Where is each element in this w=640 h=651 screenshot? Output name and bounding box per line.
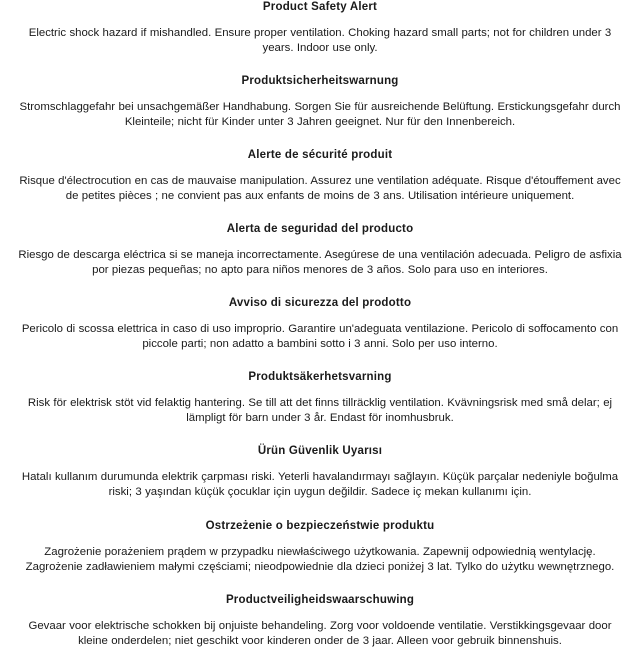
section-title: Ürün Güvenlik Uyarısı — [257, 445, 383, 457]
section-body — [0, 545, 640, 575]
section-body — [0, 26, 640, 56]
section-title: Productveiligheidswaarschuwing — [225, 594, 415, 606]
body-line: Riesgo de descarga eléctrica si se maneja incorrectamente. Asegúrese de una ventilación adecuada. Peligro de asfixia — [18, 249, 622, 261]
body-line: Electric shock hazard if mishandled. Ensure proper ventilation. Choking hazard small parts; not for children under 3 — [28, 27, 612, 39]
section-body — [0, 248, 640, 278]
section-title: Avviso di sicurezza del prodotto — [228, 297, 412, 309]
body-line: Zagrożenie zadławieniem małymi częściami; nieodpowiednie dla dzieci poniżej 3 lat. Tylko do użytku wewnętrznego. — [25, 561, 615, 573]
section-title: Alerta de seguridad del producto — [226, 223, 414, 235]
section-body — [0, 396, 640, 426]
section-body — [0, 174, 640, 204]
body-line: riski; 3 yaşından küçük çocuklar için uygun değildir. Sadece iç mekan kullanımı için. — [108, 486, 532, 498]
section-body — [0, 470, 640, 500]
body-line: Gevaar voor elektrische schokken bij onjuiste behandeling. Zorg voor voldoende ventilatie. Verstikkingsgevaar door — [28, 620, 612, 632]
section-body — [0, 619, 640, 649]
body-line: kleine onderdelen; niet geschikt voor kinderen onder de 3 jaar. Alleen voor gebruik binnenshuis. — [78, 635, 562, 647]
section-title: Ostrzeżenie o bezpieczeństwie produktu — [205, 520, 435, 532]
section-title: Produktsäkerhetsvarning — [248, 371, 392, 383]
body-line: Zagrożenie porażeniem prądem w przypadku niewłaściwego użytkowania. Zapewnij odpowiednią wentylację. — [44, 546, 596, 558]
body-line: Stromschlaggefahr bei unsachgemäßer Handhabung. Sorgen Sie für ausreichende Belüftung. Erstickungsgefahr durch — [19, 101, 621, 113]
body-line: Hatalı kullanım durumunda elektrik çarpması riski. Yeterli havalandırmayı sağlayın. Küçük parçalar nedeniyle boğulma — [21, 471, 619, 483]
body-line: Risk för elektrisk stöt vid felaktig hantering. Se till att det finns tillräcklig ventilation. Kvävningsrisk med små delar; ej — [27, 397, 613, 409]
section-body — [0, 100, 640, 130]
body-line: years. Indoor use only. — [262, 42, 378, 54]
body-line: piccole parti; non adatto a bambini sotto i 3 anni. Solo per uso interno. — [142, 338, 498, 350]
section-title: Alerte de sécurité produit — [247, 149, 393, 161]
body-line: Pericolo di scossa elettrica in caso di uso improprio. Garantire un'adeguata ventilazione. Pericolo di soffocamento con — [21, 323, 619, 335]
section-body — [0, 322, 640, 352]
body-line: Kleinteile; nicht für Kinder unter 3 Jahren geeignet. Nur für den Innenbereich. — [124, 116, 516, 128]
body-line: Risque d'électrocution en cas de mauvaise manipulation. Assurez une ventilation adéquate. Risque d'étouffement avec — [19, 175, 621, 187]
section-title: Produktsicherheitswarnung — [241, 75, 399, 87]
body-line: de petites pièces ; ne convient pas aux enfants de moins de 3 ans. Utilisation intérieure uniquement. — [65, 190, 575, 202]
body-line: lämpligt för barn under 3 år. Endast för inomhusbruk. — [186, 412, 454, 424]
section-title: Product Safety Alert — [262, 1, 378, 13]
body-line: por piezas pequeñas; no apto para niños menores de 3 años. Solo para uso en interiores. — [92, 264, 548, 276]
